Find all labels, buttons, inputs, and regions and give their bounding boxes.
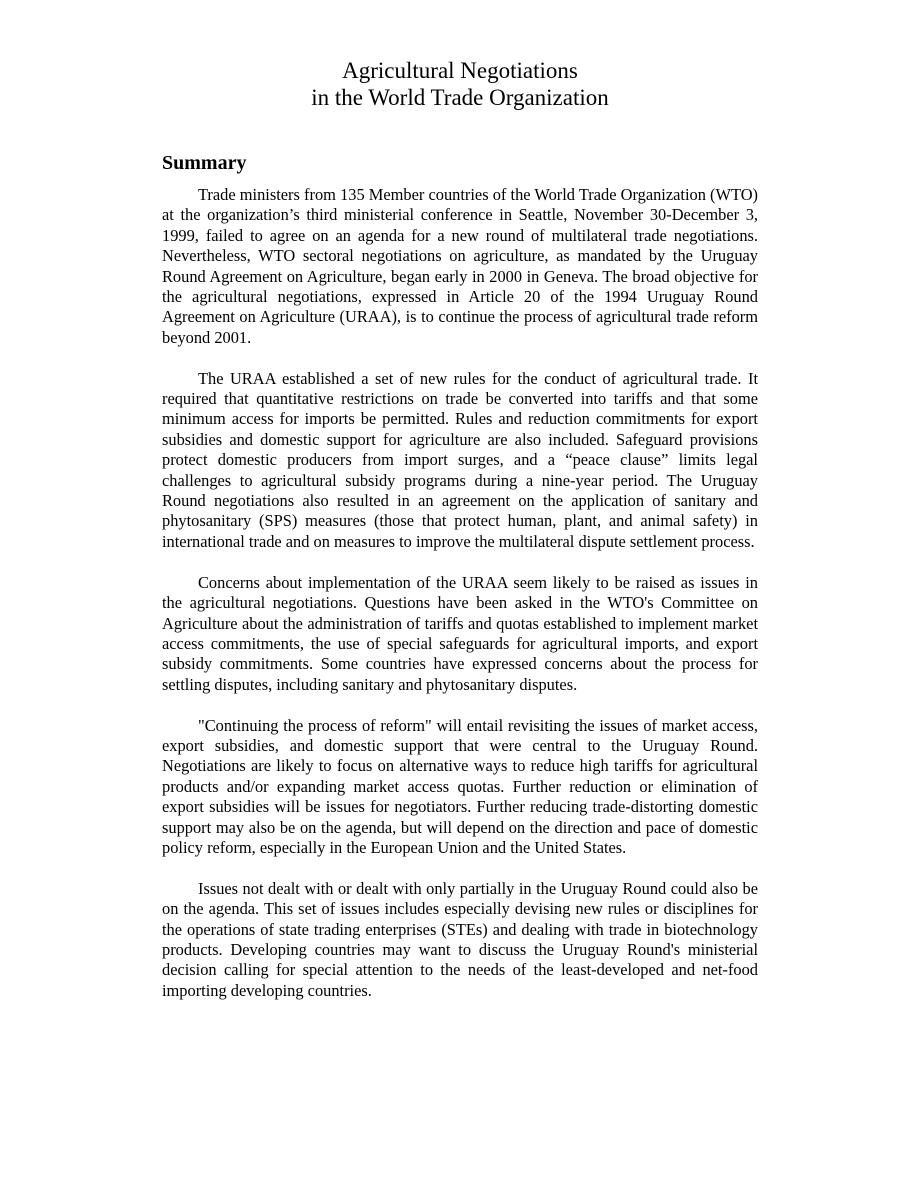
summary-paragraph-5: Issues not dealt with or dealt with only partially in the Uruguay Round could also be on the agenda. This set of issues includes especially devising new rules or disciplines for the operations of state trading enterprises (STEs) and dealing with trade in biotechnology products. Developing countries may want to discuss the Uruguay Round's ministerial decision calling for special attention to the needs of the least-developed and net-food importing developing countries. — [162, 878, 758, 1000]
summary-paragraph-4: "Continuing the process of reform" will entail revisiting the issues of market access, export subsidies, and domestic support that were central to the Uruguay Round. Negotiations are likely to focus on alternative ways to reduce high tariffs for agricultural products and/or expanding market access quotas. Further reduction or elimination of export subsidies will be issues for negotiators. Further reducing trade-distorting domestic support may also be on the agenda, but will depend on the direction and pace of domestic policy reform, especially in the European Union and the United States. — [162, 715, 758, 857]
document-title-line-1: Agricultural Negotiations — [342, 58, 578, 83]
document-page — [162, 0, 758, 1001]
document-title — [162, 57, 758, 111]
summary-paragraph-2: The URAA established a set of new rules for the conduct of agricultural trade. It required that quantitative restrictions on trade be converted into tariffs and that some minimum access for imports be permitted. Rules and reduction commitments for export subsidies and domestic support for agriculture are also included. Safeguard provisions protect domestic producers from import surges, and a “peace clause” limits legal challenges to agricultural subsidy programs during a nine-year period. The Uruguay Round negotiations also resulted in an agreement on the application of sanitary and phytosanitary (SPS) measures (those that protect human, plant, and animal safety) in international trade and on measures to improve the multilateral dispute settlement process. — [162, 368, 758, 551]
section-heading-summary: Summary — [162, 152, 247, 174]
document-title-line-2: in the World Trade Organization — [311, 85, 609, 110]
summary-paragraph-3: Concerns about implementation of the URAA seem likely to be raised as issues in the agricultural negotiations. Questions have been asked in the WTO's Committee on Agriculture about the administration of tariffs and quotas established to implement market access commitments, the use of special safeguards for agricultural imports, and export subsidy commitments. Some countries have expressed concerns about the process for settling disputes, including sanitary and phytosanitary disputes. — [162, 572, 758, 694]
summary-paragraph-1: Trade ministers from 135 Member countries of the World Trade Organization (WTO) at the organization’s third ministerial conference in Seattle, November 30-December 3, 1999, failed to agree on an agenda for a new round of multilateral trade negotiations. Nevertheless, WTO sectoral negotiations on agriculture, as mandated by the Uruguay Round Agreement on Agriculture, began early in 2000 in Geneva. The broad objective for the agricultural negotiations, expressed in Article 20 of the 1994 Uruguay Round Agreement on Agriculture (URAA), is to continue the process of agricultural trade reform beyond 2001. — [162, 185, 758, 347]
